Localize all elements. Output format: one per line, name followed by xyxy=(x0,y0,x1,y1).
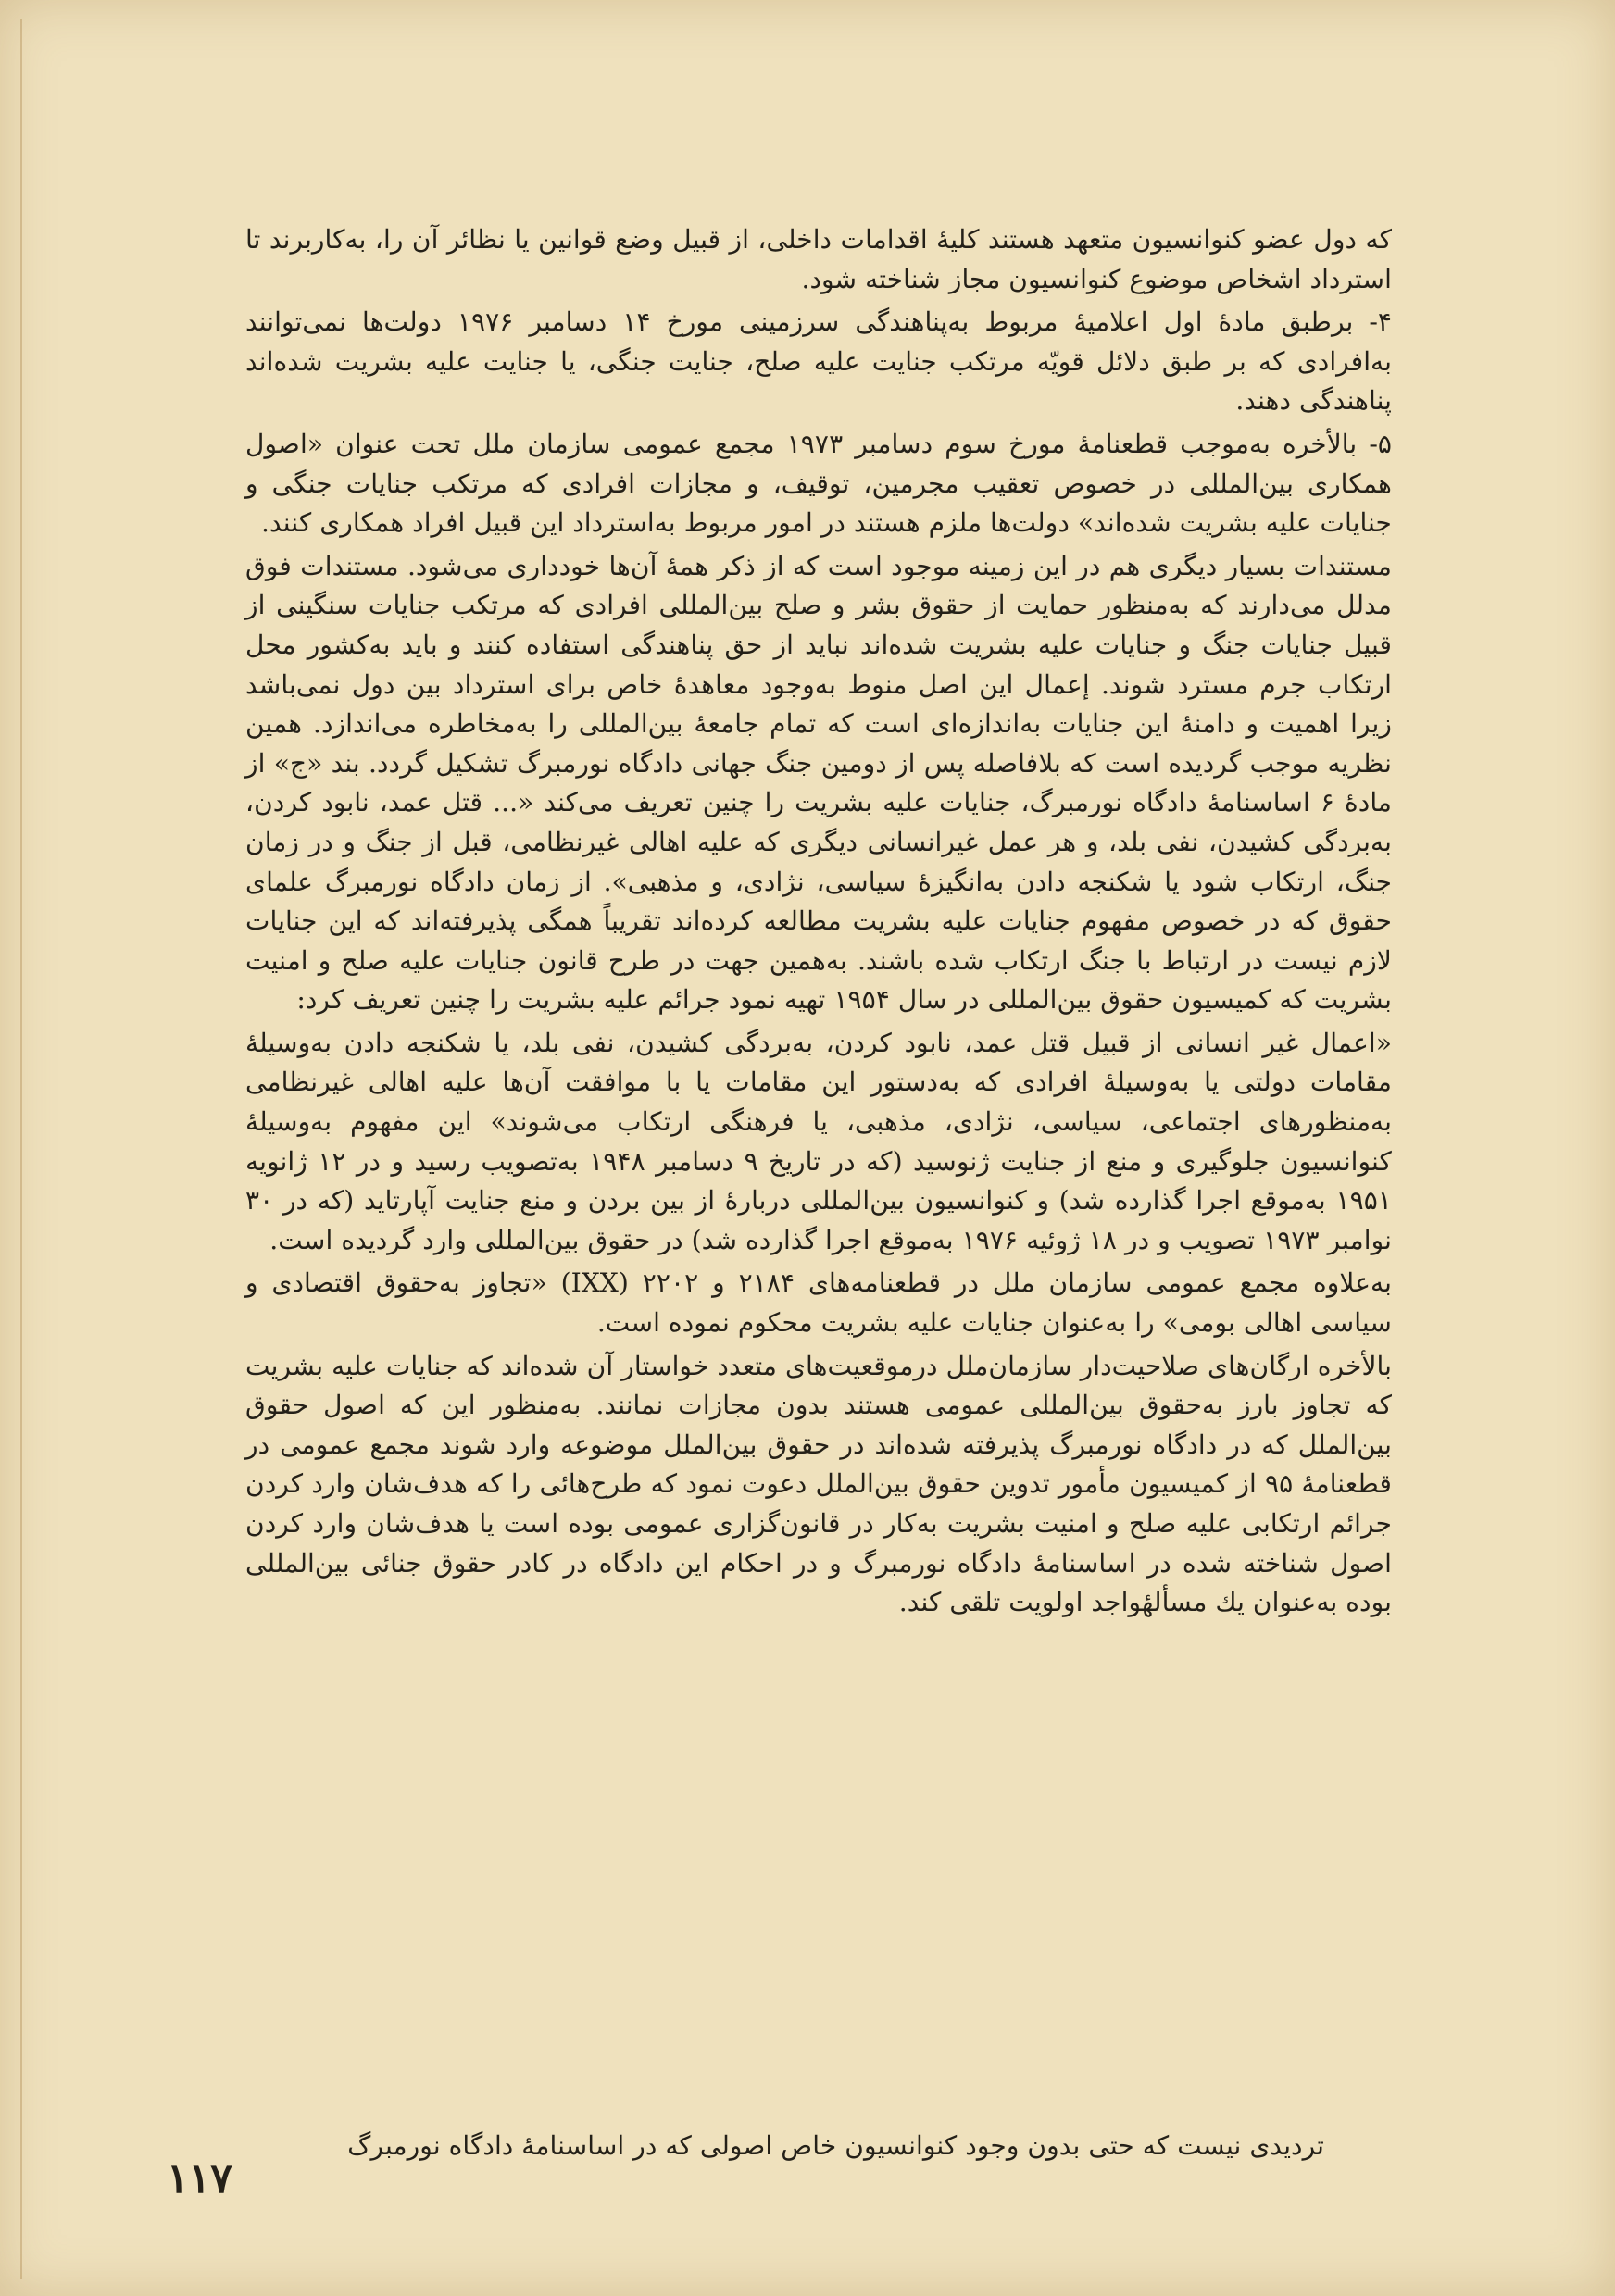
paragraph: بالأخره ارگان‌های صلاحیت‌دار سازمان‌ملل درموقعیت‌های متعدد خواستار آن شده‌اند که جنایات علیه بشریت که تجاوز بارز به‌حقوق بین‌المللی عمومی هستند بدون مجازات نمانند. به‌منظور این که اصول حقوق بین‌الملل که در دادگاه نورمبرگ پذیرفته شده‌اند در حقوق بین‌الملل موضوعه وارد شوند مجمع عمومی در قطعنامهٔ ۹۵ از کمیسیون مأمور تدوین حقوق بین‌الملل دعوت نمود که طرح‌هائی را که هدف‌شان وارد کردن جرائم ارتکابی علیه صلح و امنیت بشریت به‌کار در قانون‌گزاری عمومی بوده است یا هدف‌شان وارد کردن اصول شناخته شده در اساسنامهٔ دادگاه نورمبرگ و در احکام این دادگاه در کادر حقوق جنائی بین‌المللی بوده به‌عنوان یك مسألهٔواجد اولویت تلقی کند. xyxy=(245,1350,1392,1618)
page-number: ۱۱۷ xyxy=(167,2155,232,2202)
paragraph: ۵- بالأخره به‌موجب قطعنامهٔ مورخ سوم دسامبر ۱۹۷۳ مجمع عمومی سازمان ملل تحت عنوان «اصول همکاری بین‌المللی در خصوص تعقیب مجرمین، توقیف، و مجازات افرادی که مرتکب جنایات جنگی و جنایات علیه بشریت شده‌اند» دولت‌ها ملزم هستند در امور مربوط به‌استرداد این قبیل افراد همکاری کنند. xyxy=(245,428,1392,539)
paragraph: «اعمال غیر انسانی از قبیل قتل عمد، نابود کردن، به‌بردگی کشیدن، نفی بلد، یا شکنجه دادن به‌وسیلهٔ مقامات دولتی یا به‌وسیلهٔ افرادی که به‌دستور این مقامات یا با موافقت آن‌ها علیه اهالی غیرنظامی به‌منظورهای اجتماعی، سیاسی، نژادی، مذهبی، یا فرهنگی ارتکاب می‌شوند» این مفهوم به‌وسیلهٔ کنوانسیون جلوگیری و منع از جنایت ژنوسید (که در تاریخ ۹ دسامبر ۱۹۴۸ به‌تصویب رسید و در ۱۲ ژانویه ۱۹۵۱ به‌موقع اجرا گذارده شد) و کنوانسیون بین‌المللی دربارهٔ از بین بردن و منع جنایت آپارتاید (که در ۳۰ نوامبر ۱۹۷۳ تصویب و در ۱۸ ژوئیه ۱۹۷۶ به‌موقع اجرا گذارده شد) در حقوق بین‌المللی وارد گردیده است. xyxy=(245,1027,1392,1255)
paragraph: به‌علاوه مجمع عمومی سازمان ملل در قطعنامه‌های ۲۱۸۴ و ۲۲۰۲ (IXX) «تجاوز به‌حقوق اقتصادی و سیاسی اهالی بومی» را به‌عنوان جنایات علیه بشریت محکوم نموده است. xyxy=(245,1267,1392,1339)
continuation-line: تردیدی نیست که حتی بدون وجود کنوانسیون خاص اصولی که در اساسنامهٔ دادگاه نورمبرگ xyxy=(347,2130,1324,2161)
paragraph: مستندات بسیار دیگری هم در این زمینه موجود است که از ذکر همهٔ آن‌ها خودداری می‌شود. مستندات فوق مدلل می‌دارند که به‌منظور حمایت از حقوق بشر و صلح بین‌المللی افرادی که مرتکب جنایات سنگینی از قبیل جنایات جنگ و جنایات علیه بشریت شده‌اند نباید از حق پناهندگی استفاده کنند و باید به‌کشور محل ارتکاب جرم مسترد شوند. إعمال این اصل منوط به‌وجود معاهدهٔ خاص برای استرداد بین دول نمی‌باشد زیرا اهمیت و دامنهٔ این جنایات به‌اندازه‌ای است که تمام جامعهٔ بین‌المللی را به‌مخاطره می‌اندازد. همین نظریه موجب گردیده است که بلافاصله پس از دومین جنگ جهانی دادگاه نورمبرگ تشکیل گردد. بند «ج» از مادهٔ ۶ اساسنامهٔ دادگاه نورمبرگ، جنایات علیه بشریت را چنین تعریف می‌کند «... قتل عمد، نابود کردن، به‌بردگی کشیدن، نفی بلد، و هر عمل غیرانسانی دیگری که علیه اهالی غیرنظامی، قبل از جنگ و در زمان جنگ، ارتکاب شود یا شکنجه دادن به‌انگیزهٔ سیاسی، نژادی، و مذهبی». از زمان دادگاه نورمبرگ علمای حقوق که در خصوص مفهوم جنایات علیه بشریت مطالعه کرده‌اند تقریباً همگی پذیرفته‌اند که این جنایات لازم نیست در ارتباط با جنگ ارتکاب شده باشند. به‌همین جهت در طرح قانون جنایات علیه صلح و امنیت بشریت که کمیسیون حقوق بین‌المللی در سال ۱۹۵۴ تهیه نمود جرائم علیه بشریت را چنین تعریف کرد: xyxy=(245,550,1393,1016)
paragraph: که دول عضو کنوانسیون متعهد هستند کلیهٔ اقدامات داخلی، از قبیل وضع قوانین یا نظائر آن را، به‌کاربرند تا استرداد اشخاص موضوع کنوانسیون مجاز شناخته شود. xyxy=(245,224,1392,294)
body-text xyxy=(245,220,1392,1627)
paragraph: ۴- برطبق مادهٔ اول اعلامیهٔ مربوط به‌پناهندگی سرزمینی مورخ ۱۴ دسامبر ۱۹۷۶ دولت‌ها نمی‌توانند به‌افرادی که بر طبق دلائل قویّه مرتکب جنایت علیه صلح، جنایت جنگی، یا جنایت علیه بشریت شده‌اند پناهندگی دهند. xyxy=(245,306,1392,417)
